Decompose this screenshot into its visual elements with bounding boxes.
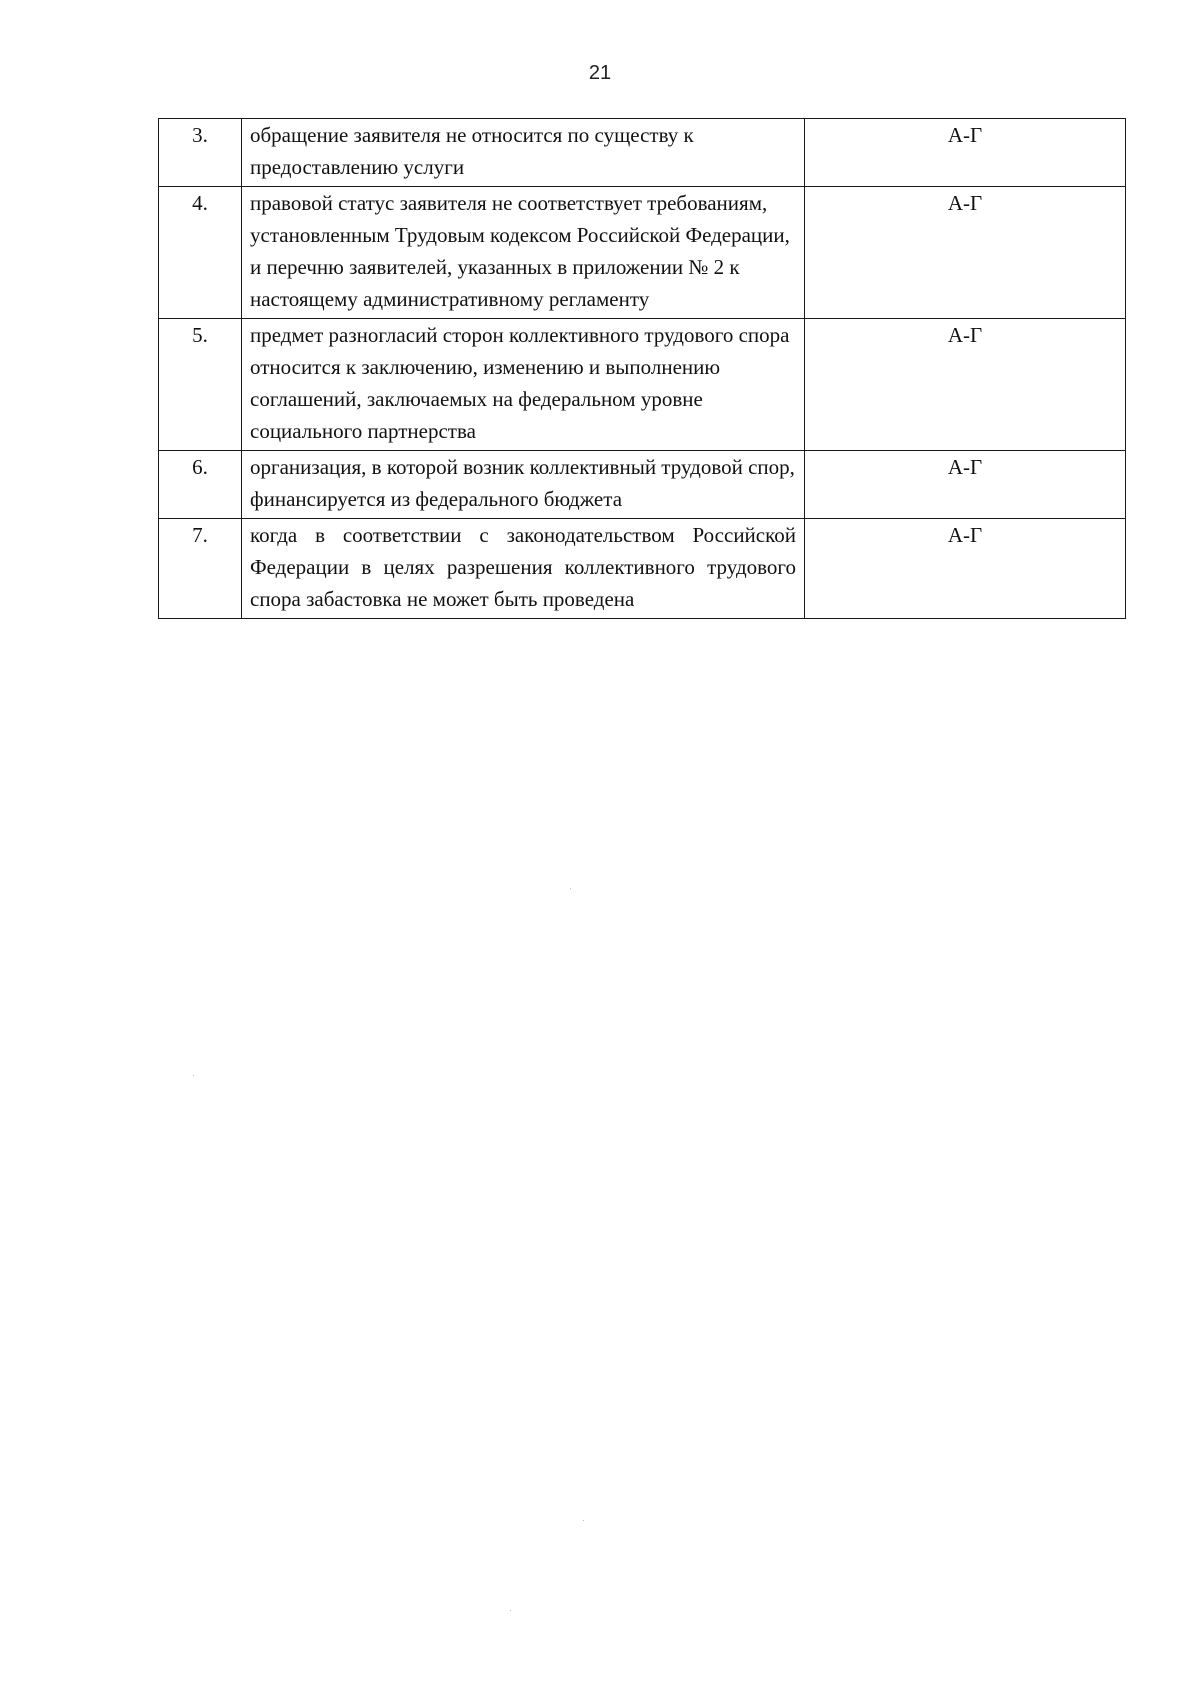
row-code: А-Г	[805, 319, 1126, 451]
scan-speck	[510, 1610, 511, 1611]
row-number: 4.	[159, 187, 242, 319]
row-text: обращение заявителя не относится по существу к предоставлению услуги	[242, 119, 805, 187]
row-text: когда в соответствии с законодательством Российской Федерации в целях разрешения коллективного трудового спора забастовка не может быть проведена	[242, 519, 805, 619]
scan-speck	[193, 1075, 194, 1076]
table-row	[159, 519, 1126, 619]
row-text: предмет разногласий сторон коллективного трудового спора относится к заключению, изменению и выполнению соглашений, заключаемых на федеральном уровне социального партнерства	[242, 319, 805, 451]
scan-speck	[583, 1520, 584, 1521]
row-number: 5.	[159, 319, 242, 451]
table-row	[159, 119, 1126, 187]
row-number: 6.	[159, 451, 242, 519]
row-code: А-Г	[805, 187, 1126, 319]
page-number: 21	[588, 62, 612, 84]
row-code: А-Г	[805, 119, 1126, 187]
grounds-table	[158, 118, 1126, 619]
table-row	[159, 187, 1126, 319]
row-text: правовой статус заявителя не соответствует требованиям, установленным Трудовым кодексом Российской Федерации, и перечню заявителей, указанных в приложении № 2 к настоящему административному регламенту	[242, 187, 805, 319]
row-code: А-Г	[805, 451, 1126, 519]
row-code: А-Г	[805, 519, 1126, 619]
scan-speck	[570, 888, 571, 889]
table-row	[159, 319, 1126, 451]
row-number: 7.	[159, 519, 242, 619]
row-text: организация, в которой возник коллективный трудовой спор, финансируется из федерального бюджета	[242, 451, 805, 519]
table-row	[159, 451, 1126, 519]
row-number: 3.	[159, 119, 242, 187]
